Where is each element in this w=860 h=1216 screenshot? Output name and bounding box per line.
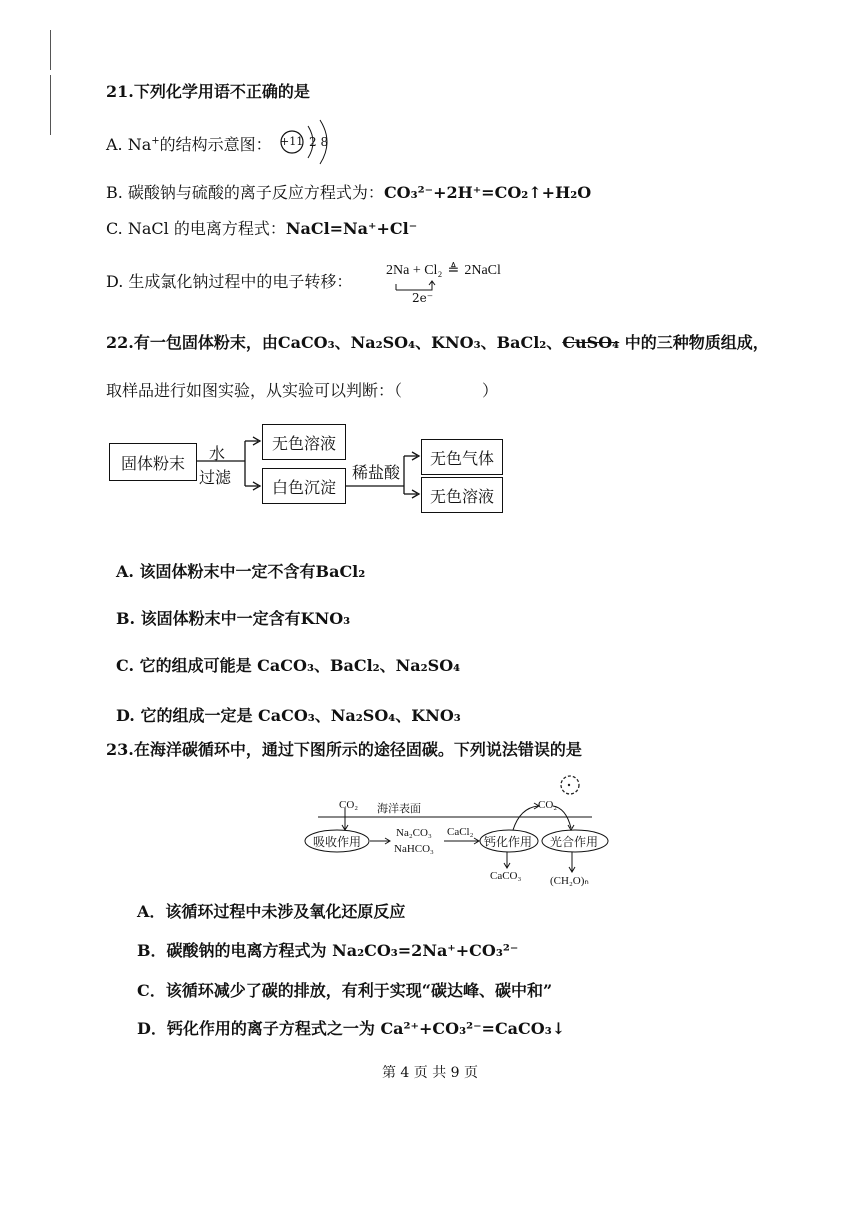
q22-option-c: C. 它的组成可能是 CaCO₃、BaCl₂、Na₂SO₄ [116, 656, 461, 675]
na2co3-label: Na₂CO₃ [396, 827, 432, 839]
q21-title: 21.下列化学用语不正确的是 [106, 82, 310, 101]
ch2o-label: (CH₂O)ₙ [550, 875, 589, 887]
flow-water-label: 水 [209, 444, 226, 463]
co2-right-label: CO₂ [538, 799, 558, 811]
photosynthesis-label: 光合作用 [550, 835, 599, 849]
co2-left-label: CO₂ [339, 799, 359, 811]
q21-option-a: A. Na+的结构示意图： [106, 135, 272, 154]
q22-title: 22.有一包固体粉末，由CaCO₃、Na₂SO₄、KNO₃、BaCl₂、CuSO₄ 中的三种物质组成， [106, 333, 769, 352]
caco3-label: CaCO₃ [490, 870, 522, 882]
left-edge-mark [50, 75, 51, 135]
flow-filter-label: 过滤 [199, 468, 232, 487]
electron-count-label: 2e⁻ [412, 291, 434, 305]
flow-start-box: 固体粉末 [109, 443, 197, 481]
atom-shell-label: 2 8 [309, 135, 329, 149]
q23-option-d: D．钙化作用的离子方程式之一为 Ca²⁺+CO₃²⁻=CaCO₃↓ [137, 1019, 566, 1038]
flow-dilute-hcl-label: 稀盐酸 [352, 463, 401, 482]
flow-white-precipitate-box: 白色沉淀 [262, 468, 346, 504]
nahco3-label: NaHCO₃ [394, 843, 434, 855]
electron-transfer-equation: 2Na + Cl₂ ≜ 2NaCl [386, 263, 501, 278]
q23-option-a: A．该循环过程中未涉及氧化还原反应 [137, 902, 406, 921]
q21-option-d: D. 生成氯化钠过程中的电子转移： [106, 272, 353, 291]
q23-title: 23.在海洋碳循环中，通过下图所示的途径固碳。下列说法错误的是 [106, 740, 582, 759]
flow-colorless-gas-box: 无色气体 [421, 439, 503, 475]
absorb-label: 吸收作用 [313, 835, 362, 849]
calcify-label: 钙化作用 [484, 835, 533, 849]
cacl2-label: CaCl₂ [447, 826, 474, 838]
left-edge-mark [50, 30, 51, 70]
ocean-surface-label: 海洋表面 [377, 803, 421, 815]
flow-colorless-solution-box: 无色溶液 [262, 424, 346, 460]
q23-option-b: B．碳酸钠的电离方程式为 Na₂CO₃=2Na⁺+CO₃²⁻ [137, 941, 519, 960]
q21-option-c: C. NaCl 的电离方程式：NaCl=Na⁺+Cl⁻ [106, 219, 418, 238]
atom-nucleus-label: +11 [280, 135, 304, 148]
q22-line2: 取样品进行如图实验，从实验可以判断：（ ） [106, 381, 499, 400]
q22-option-d: D. 它的组成一定是 CaCO₃、Na₂SO₄、KNO₃ [116, 706, 461, 725]
q22-option-b: B. 该固体粉末中一定含有KNO₃ [116, 609, 351, 628]
handwritten-circle-mark [556, 770, 586, 800]
q22-option-a: A. 该固体粉末中一定不含有BaCl₂ [116, 562, 366, 581]
flow-colorless-solution2-box: 无色溶液 [421, 477, 503, 513]
q21-option-b: B. 碳酸钠与硫酸的离子反应方程式为：CO₃²⁻+2H⁺=CO₂↑+H₂O [106, 183, 592, 202]
q23-option-c: C．该循环减少了碳的排放，有利于实现“碳达峰、碳中和” [137, 981, 553, 1000]
page-footer: 第 4 页 共 9 页 [381, 1065, 479, 1081]
